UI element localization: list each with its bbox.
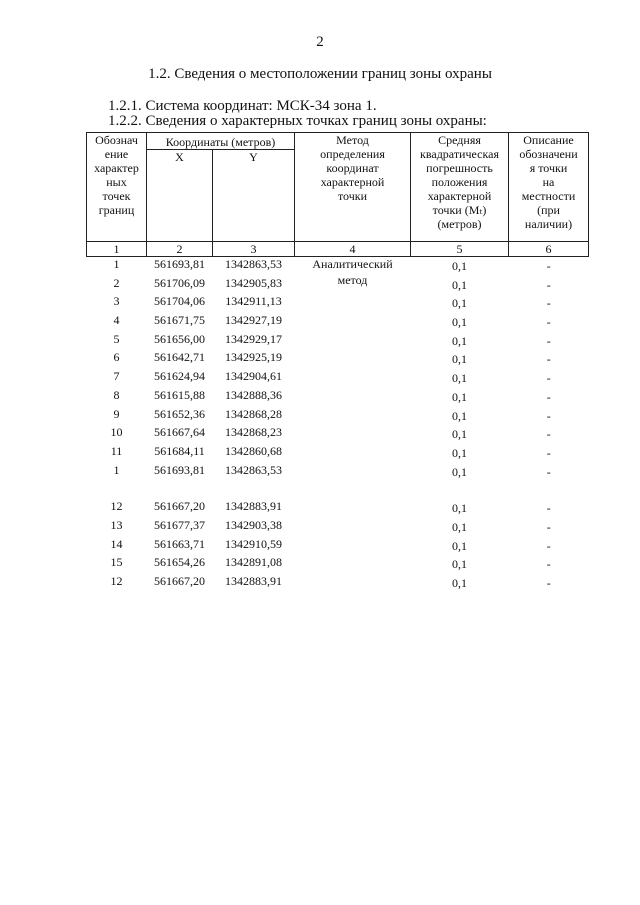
header-line: погрешность <box>426 161 493 175</box>
point-number: 10 <box>110 425 123 440</box>
coord-x: 561654,26 <box>154 555 205 570</box>
point-number: 5 <box>113 331 120 346</box>
mean-square-error: 0,1 <box>452 296 467 311</box>
header-line: обозначени <box>519 147 578 161</box>
coord-y: 1342927,19 <box>225 313 282 328</box>
point-description: - <box>546 427 551 442</box>
mean-square-error: 0,1 <box>452 259 467 273</box>
coord-x: 561656,00 <box>154 331 205 346</box>
table-row <box>87 257 589 276</box>
header-x: X <box>147 150 213 242</box>
point-description: - <box>546 371 551 386</box>
coord-x: 561615,88 <box>154 387 205 402</box>
coord-x: 561624,94 <box>154 369 205 384</box>
coord-x: 561642,71 <box>154 350 205 365</box>
coord-x: 561667,20 <box>154 499 205 514</box>
point-number: 1 <box>113 462 120 477</box>
header-line: точек <box>102 189 131 203</box>
point-description: - <box>546 464 551 479</box>
point-number: 7 <box>113 369 120 384</box>
column-number-6: 6 <box>509 242 589 257</box>
header-line: Описание <box>523 133 574 147</box>
point-description: - <box>546 352 551 367</box>
header-line: (метров) <box>437 217 482 231</box>
coord-x: 561693,81 <box>154 462 205 477</box>
point-number: 4 <box>113 313 120 328</box>
point-number: 9 <box>113 406 120 421</box>
header-line: местности <box>521 189 576 203</box>
mean-square-error: 0,1 <box>452 277 467 292</box>
mean-square-error: 0,1 <box>452 501 467 516</box>
point-description: - <box>546 296 551 311</box>
point-description: - <box>546 389 551 404</box>
point-description: - <box>546 408 551 423</box>
coord-y: 1342888,36 <box>225 387 282 402</box>
coord-x: 561671,75 <box>154 313 205 328</box>
point-description: - <box>546 576 551 590</box>
header-line: точки <box>337 189 368 203</box>
column-number-5: 5 <box>411 242 509 257</box>
column-number-2: 2 <box>147 242 213 257</box>
mean-square-error: 0,1 <box>452 576 467 590</box>
header-point-designation <box>87 133 147 242</box>
method-line: Аналитический <box>312 257 393 271</box>
coord-x: 561652,36 <box>154 406 205 421</box>
coord-y: 1342905,83 <box>225 275 282 290</box>
coord-x: 561667,64 <box>154 425 205 440</box>
coord-x <box>147 481 213 499</box>
header-line: квадратическая <box>420 147 499 161</box>
point-number: 6 <box>113 350 120 365</box>
point-number: 1 <box>113 257 120 271</box>
point-description: - <box>546 445 551 460</box>
boundary-points-heading: 1.2.2. Сведения о характерных точках границ зоны охраны: <box>108 113 487 129</box>
point-description: - <box>546 315 551 330</box>
mean-square-error: 0,1 <box>452 464 467 479</box>
coord-y: 1342891,08 <box>225 555 282 570</box>
coord-y: 1342929,17 <box>225 331 282 346</box>
point-description: - <box>546 538 551 553</box>
point-number: 14 <box>110 536 123 551</box>
header-line: (при <box>537 203 560 217</box>
coord-y: 1342860,68 <box>225 443 282 458</box>
point-number: 13 <box>110 517 123 532</box>
page-number: 2 <box>316 34 324 50</box>
coord-y: 1342863,53 <box>225 462 282 477</box>
coord-y: 1342883,91 <box>225 499 282 514</box>
header-line: характер <box>94 161 139 175</box>
header-line: Обознач <box>95 133 138 147</box>
coord-x: 561693,81 <box>154 257 205 271</box>
header-coordinates: Координаты (метров) <box>147 133 295 150</box>
header-method <box>295 133 411 242</box>
coord-y: 1342903,38 <box>225 517 282 532</box>
point-number: 15 <box>110 555 123 570</box>
boundary-points-table <box>86 132 589 593</box>
header-line: наличии) <box>524 217 573 231</box>
mean-square-error: 0,1 <box>452 519 467 534</box>
method-cell <box>295 257 411 593</box>
header-line: Средняя <box>438 133 481 147</box>
point-description <box>509 481 589 499</box>
point-description: - <box>546 519 551 534</box>
point-number: 3 <box>113 294 120 309</box>
header-line: характерной <box>427 189 492 203</box>
coord-x: 561706,09 <box>154 275 205 290</box>
coord-y: 1342925,19 <box>225 350 282 365</box>
header-y: Y <box>213 150 295 242</box>
point-number: 2 <box>113 275 120 290</box>
point-number: 12 <box>110 574 123 588</box>
header-line: я точки <box>529 161 568 175</box>
mean-square-error: 0,1 <box>452 427 467 442</box>
coord-y: 1342911,13 <box>225 294 282 309</box>
point-description: - <box>546 557 551 572</box>
header-line: ных <box>106 175 127 189</box>
coordinate-system-heading: 1.2.1. Система координат: МСК-34 зона 1. <box>108 98 377 114</box>
method-line: метод <box>337 272 368 287</box>
coord-y: 1342868,28 <box>225 406 282 421</box>
mean-square-error: 0,1 <box>452 371 467 386</box>
coord-y: 1342904,61 <box>225 369 282 384</box>
column-number-3: 3 <box>213 242 295 257</box>
point-description: - <box>546 259 551 273</box>
mean-square-error: 0,1 <box>452 333 467 348</box>
mean-square-error <box>411 481 509 499</box>
point-number <box>87 481 147 499</box>
header-line: положения <box>431 175 488 189</box>
coord-x: 561704,06 <box>154 294 205 309</box>
coord-y: 1342883,91 <box>225 574 282 588</box>
column-number-4: 4 <box>295 242 411 257</box>
coord-x: 561677,37 <box>154 517 205 532</box>
header-line: характерной <box>320 175 385 189</box>
coord-y: 1342863,53 <box>225 257 282 271</box>
header-line: определения <box>320 147 385 161</box>
point-description: - <box>546 277 551 292</box>
point-number: 11 <box>110 443 123 458</box>
coord-x: 561684,11 <box>154 443 205 458</box>
mean-square-error: 0,1 <box>452 315 467 330</box>
coord-x: 561663,71 <box>154 536 205 551</box>
section-title: 1.2. Сведения о местоположении границ зоны охраны <box>148 66 492 82</box>
coord-y: 1342868,23 <box>225 425 282 440</box>
point-description: - <box>546 501 551 516</box>
coord-x: 561667,20 <box>154 574 205 588</box>
header-line: на <box>542 175 555 189</box>
point-description: - <box>546 333 551 348</box>
point-number: 8 <box>113 387 120 402</box>
coord-y <box>213 481 295 499</box>
point-number: 12 <box>110 499 123 514</box>
coord-y: 1342910,59 <box>225 536 282 551</box>
header-line: точки (Mₜ) <box>432 203 487 217</box>
header-point-description <box>509 133 589 242</box>
mean-square-error: 0,1 <box>452 408 467 423</box>
header-line: координат <box>326 161 379 175</box>
mean-square-error: 0,1 <box>452 352 467 367</box>
header-line: границ <box>98 203 135 217</box>
header-line: ение <box>104 147 129 161</box>
mean-square-error: 0,1 <box>452 538 467 553</box>
header-mean-square-error <box>411 133 509 242</box>
mean-square-error: 0,1 <box>452 445 467 460</box>
column-number-1: 1 <box>87 242 147 257</box>
header-line: Метод <box>336 133 369 147</box>
mean-square-error: 0,1 <box>452 389 467 404</box>
mean-square-error: 0,1 <box>452 557 467 572</box>
